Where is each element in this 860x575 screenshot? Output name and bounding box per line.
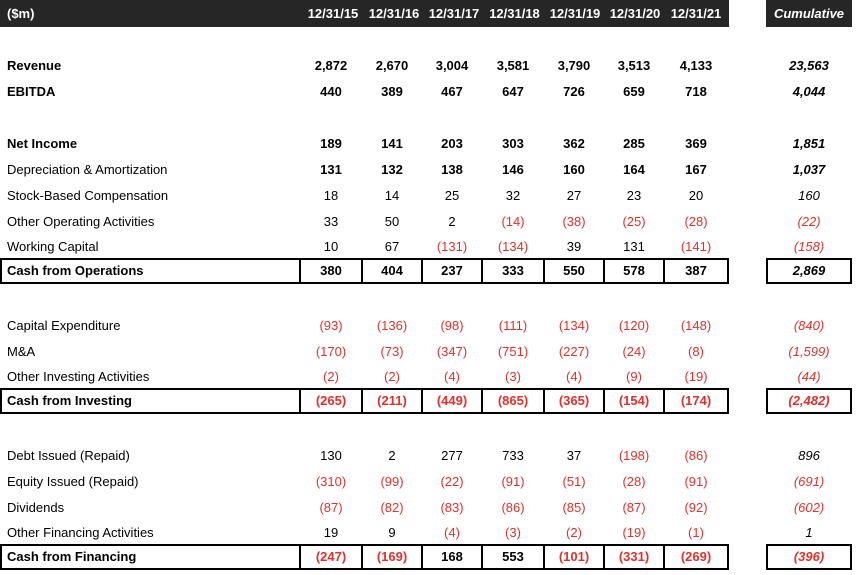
revenue-value: 3,513	[617, 58, 651, 73]
mna-value: (227)	[558, 344, 590, 359]
period-header-2017: 12/31/17	[428, 6, 480, 21]
mna-value: (8)	[688, 344, 704, 359]
dna-value: 146	[502, 162, 524, 177]
cfo-value: 380	[320, 263, 342, 278]
cff-value: (101)	[558, 549, 590, 564]
other-financing-value: (4)	[444, 525, 460, 540]
other-investing-value: (2)	[384, 369, 400, 384]
cfo-value: 578	[623, 263, 645, 278]
cfo-label: Cash from Operations	[7, 263, 144, 278]
net-income-cumulative: 1,851	[792, 136, 826, 151]
ebitda-value: 718	[685, 84, 707, 99]
ebitda-value: 726	[563, 84, 585, 99]
equity-value: (310)	[315, 474, 347, 489]
mna-value: (751)	[497, 344, 529, 359]
ebitda-value: 389	[381, 84, 403, 99]
cfo-value: 237	[441, 263, 463, 278]
other-financing-value: (19)	[622, 525, 646, 540]
debt-value: 277	[441, 448, 463, 463]
working-capital-value: 131	[623, 239, 645, 254]
sbc-value: 20	[688, 188, 704, 203]
capex-label: Capital Expenditure	[7, 318, 121, 333]
capex-value: (93)	[319, 318, 343, 333]
working-capital-label: Working Capital	[7, 239, 99, 254]
cfi-value: (865)	[497, 393, 529, 408]
ebitda-value: 647	[502, 84, 524, 99]
debt-value: 733	[502, 448, 524, 463]
equity-label: Equity Issued (Repaid)	[7, 474, 139, 489]
working-capital-value: (134)	[497, 239, 529, 254]
revenue-label: Revenue	[7, 58, 62, 73]
net-income-value: 285	[623, 136, 645, 151]
capex-cumulative: (840)	[793, 318, 825, 333]
debt-value: (86)	[684, 448, 708, 463]
sbc-value: 14	[384, 188, 400, 203]
cfi-value: (365)	[558, 393, 590, 408]
mna-cumulative: (1,599)	[788, 344, 830, 359]
cfi-value: (211)	[377, 393, 407, 408]
capex-value: (136)	[376, 318, 408, 333]
debt-value: 130	[320, 448, 342, 463]
debt-value: (198)	[618, 448, 650, 463]
net-income-value: 203	[441, 136, 463, 151]
period-header-2019: 12/31/19	[549, 6, 601, 21]
cumulative-header: Cumulative	[773, 6, 845, 21]
dividends-label: Dividends	[7, 500, 65, 515]
other-operating-cumulative: (22)	[797, 214, 821, 229]
mna-label: M&A	[7, 344, 36, 359]
dna-value: 131	[320, 162, 342, 177]
other-operating-value: (14)	[501, 214, 525, 229]
cff-value: 168	[441, 549, 463, 564]
period-header-2021: 12/31/21	[670, 6, 722, 21]
period-header-2016: 12/31/16	[368, 6, 420, 21]
other-financing-value: 19	[323, 525, 339, 540]
other-operating-value: (25)	[622, 214, 646, 229]
debt-value: 37	[566, 448, 582, 463]
dividends-value: (83)	[440, 500, 464, 515]
cff-value: (247)	[315, 549, 347, 564]
equity-cumulative: (691)	[793, 474, 825, 489]
working-capital-value: 10	[323, 239, 339, 254]
revenue-value: 2,670	[375, 58, 409, 73]
other-financing-value: 9	[388, 525, 396, 540]
other-operating-value: 2	[448, 214, 456, 229]
capex-value: (148)	[680, 318, 712, 333]
other-investing-value: (4)	[566, 369, 582, 384]
cfi-value: (154)	[618, 393, 650, 408]
cfo-cumulative: 2,869	[792, 263, 826, 278]
mna-value: (73)	[380, 344, 404, 359]
equity-value: (51)	[562, 474, 586, 489]
working-capital-value: 39	[566, 239, 582, 254]
net-income-value: 189	[320, 136, 342, 151]
dna-label: Depreciation & Amortization	[7, 162, 168, 177]
dividends-value: (87)	[319, 500, 343, 515]
working-capital-cumulative: (158)	[793, 239, 825, 254]
working-capital-value: (131)	[436, 239, 468, 254]
dividends-cumulative: (602)	[793, 500, 825, 515]
dividends-value: (85)	[562, 500, 586, 515]
other-investing-value: (4)	[444, 369, 460, 384]
cfi-cumulative: (2,482)	[788, 393, 830, 408]
dividends-value: (82)	[380, 500, 404, 515]
net-income-label: Net Income	[7, 136, 78, 151]
other-operating-label: Other Operating Activities	[7, 214, 155, 229]
dna-value: 132	[381, 162, 403, 177]
cfi-value: (265)	[315, 393, 347, 408]
cfi-label: Cash from Investing	[7, 393, 132, 408]
net-income-value: 369	[685, 136, 707, 151]
ebitda-cumulative: 4,044	[792, 84, 826, 99]
period-header-2020: 12/31/20	[609, 6, 661, 21]
mna-value: (24)	[622, 344, 646, 359]
other-financing-value: (1)	[688, 525, 704, 540]
sbc-value: 18	[323, 188, 339, 203]
other-operating-value: (38)	[562, 214, 586, 229]
cfo-value: 550	[563, 263, 585, 278]
capex-value: (111)	[498, 318, 528, 333]
capex-value: (134)	[558, 318, 590, 333]
dna-value: 160	[563, 162, 585, 177]
period-header-2015: 12/31/15	[307, 6, 359, 21]
ebitda-value: 659	[623, 84, 645, 99]
mna-value: (170)	[315, 344, 347, 359]
revenue-value: 3,790	[557, 58, 591, 73]
cff-value: (269)	[680, 549, 712, 564]
dividends-value: (87)	[622, 500, 646, 515]
revenue-value: 3,581	[496, 58, 530, 73]
dna-value: 167	[685, 162, 707, 177]
period-header-2018: 12/31/18	[489, 6, 540, 21]
cff-value: 553	[502, 549, 524, 564]
other-investing-label: Other Investing Activities	[7, 369, 150, 384]
other-investing-value: (9)	[626, 369, 642, 384]
cff-cumulative: (396)	[793, 549, 825, 564]
cff-value: (331)	[618, 549, 650, 564]
other-investing-value: (3)	[505, 369, 521, 384]
other-financing-value: (2)	[566, 525, 582, 540]
net-income-value: 303	[502, 136, 524, 151]
dividends-value: (86)	[501, 500, 525, 515]
other-investing-value: (19)	[684, 369, 708, 384]
debt-label: Debt Issued (Repaid)	[7, 448, 130, 463]
other-financing-label: Other Financing Activities	[7, 525, 154, 540]
ebitda-label: EBITDA	[7, 84, 56, 99]
net-income-value: 141	[381, 136, 403, 151]
sbc-label: Stock-Based Compensation	[7, 188, 169, 203]
sbc-value: 25	[444, 188, 460, 203]
other-operating-value: 33	[323, 214, 339, 229]
sbc-cumulative: 160	[798, 188, 820, 203]
sbc-value: 32	[505, 188, 521, 203]
other-investing-cumulative: (44)	[797, 369, 821, 384]
working-capital-value: 67	[384, 239, 400, 254]
other-financing-cumulative: 1	[805, 525, 813, 540]
equity-value: (28)	[622, 474, 646, 489]
capex-value: (120)	[618, 318, 650, 333]
other-operating-value: 50	[384, 214, 400, 229]
cff-value: (169)	[376, 549, 408, 564]
equity-value: (99)	[380, 474, 404, 489]
ebitda-value: 467	[441, 84, 463, 99]
equity-value: (91)	[501, 474, 525, 489]
dna-cumulative: 1,037	[792, 162, 826, 177]
unit-label: ($m)	[7, 6, 35, 21]
working-capital-value: (141)	[680, 239, 712, 254]
cfo-value: 333	[502, 263, 524, 278]
debt-cumulative: 896	[798, 448, 820, 463]
revenue-value: 4,133	[679, 58, 713, 73]
dividends-value: (92)	[684, 500, 708, 515]
net-income-value: 362	[563, 136, 585, 151]
cff-label: Cash from Financing	[7, 549, 137, 564]
revenue-cumulative: 23,563	[789, 58, 829, 73]
equity-value: (91)	[684, 474, 708, 489]
sbc-value: 23	[626, 188, 642, 203]
cfo-value: 387	[685, 263, 707, 278]
capex-value: (98)	[440, 318, 464, 333]
cfi-value: (449)	[436, 393, 468, 408]
other-financing-value: (3)	[505, 525, 521, 540]
cfo-value: 404	[381, 263, 403, 278]
equity-value: (22)	[440, 474, 464, 489]
revenue-value: 2,872	[314, 58, 348, 73]
other-investing-value: (2)	[323, 369, 339, 384]
dna-value: 164	[623, 162, 645, 177]
mna-value: (347)	[436, 344, 468, 359]
sbc-value: 27	[566, 188, 582, 203]
dna-value: 138	[441, 162, 463, 177]
cfi-value: (174)	[680, 393, 712, 408]
other-operating-value: (28)	[684, 214, 708, 229]
revenue-value: 3,004	[435, 58, 469, 73]
ebitda-value: 440	[320, 84, 342, 99]
debt-value: 2	[388, 448, 396, 463]
